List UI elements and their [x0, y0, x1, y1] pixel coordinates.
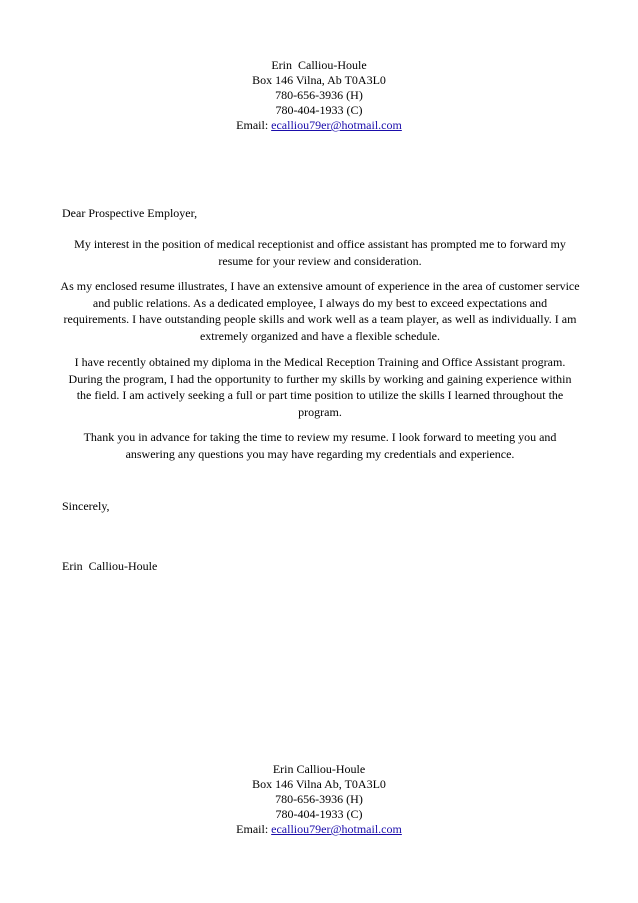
body-paragraph-4: Thank you in advance for taking the time to review my resume. I look forward to meeting you and answering any questions you may have regarding my credentials and experience.: [83, 430, 557, 461]
body-paragraph-1: My interest in the position of medical receptionist and office assistant has prompted me to forward my resume for your review and consideration.: [74, 237, 566, 268]
footer-name: Erin Calliou-Houle: [272, 762, 366, 776]
header-phone-cell: 780-404-1933 (C): [275, 103, 363, 117]
body-paragraph-3: I have recently obtained my diploma in the Medical Reception Training and Office Assistant program. During the program, I had the opportunity to further my skills by working and gaining experience within the field. I am actively seeking a full or part time position to utilize the skills I learned throughout the program.: [68, 355, 572, 419]
footer-email-label: Email:: [236, 822, 272, 836]
salutation: Dear Prospective Employer,: [62, 206, 198, 220]
footer-email-line: [0, 822, 638, 837]
closing: Sincerely,: [62, 499, 110, 513]
footer-email-link[interactable]: ecalliou79er@hotmail.com: [271, 822, 402, 836]
header-name: Erin Calliou-Houle: [271, 58, 367, 72]
body-paragraph-2: As my enclosed resume illustrates, I have an extensive amount of experience in the area of customer service and public relations. As a dedicated employee, I always do my best to exceed expectations and requirements. I have outstanding people skills and work well as a team player, as well as individually. I am extremely organized and have a flexible schedule.: [60, 279, 580, 343]
header-email-link[interactable]: ecalliou79er@hotmail.com: [271, 118, 402, 132]
footer-phone-home: 780-656-3936 (H): [275, 792, 363, 806]
header-address: Box 146 Vilna, Ab T0A3L0: [252, 73, 386, 87]
header-contact-block: [0, 58, 638, 133]
footer-phone-cell: 780-404-1933 (C): [275, 807, 363, 821]
footer-address: Box 146 Vilna Ab, T0A3L0: [252, 777, 386, 791]
header-email-line: [0, 118, 638, 133]
footer-contact-block: [0, 762, 638, 837]
header-email-label: Email:: [236, 118, 272, 132]
header-phone-home: 780-656-3936 (H): [275, 88, 363, 102]
signature-name: Erin Calliou-Houle: [62, 559, 158, 573]
